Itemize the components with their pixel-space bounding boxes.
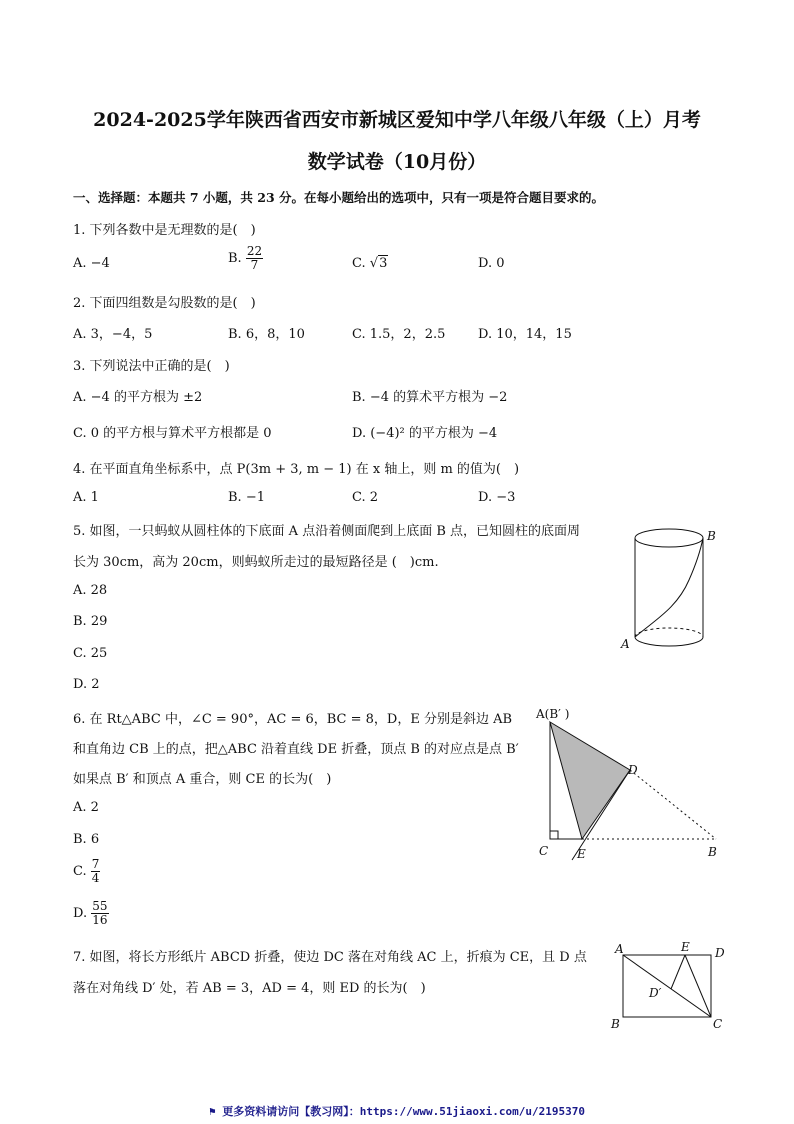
label-D: D [628, 763, 638, 777]
q6-option-a: A. 2 [73, 800, 99, 815]
q2-option-a: A. 3，−4，5 [73, 327, 153, 342]
q5-option-d: D. 2 [73, 677, 100, 692]
label-D-prime: D′ [649, 986, 662, 1000]
q4-option-a: A. 1 [73, 490, 99, 505]
q6-option-c [73, 858, 100, 885]
label-E: E [577, 847, 586, 861]
page-title: 2024-2025学年陕西省西安市新城区爱知中学八年级八年级（上）月考 [93, 109, 701, 131]
ant-path-curve [635, 538, 703, 637]
footer-link[interactable] [0, 1103, 794, 1119]
q4-option-d: D. −3 [478, 490, 516, 505]
right-angle-mark [550, 831, 558, 839]
segment-DB-dotted [630, 770, 716, 839]
sqrt-symbol: √3 [369, 256, 388, 271]
q1-option-a: A. −4 [73, 256, 110, 271]
label-C: C [539, 844, 549, 858]
q4-stem: 4. 在平面直角坐标系中，点 P(3m + 3, m − 1) 在 x 轴上，则 m 的值为( ) [73, 462, 520, 477]
q3-option-b: B. −4 的算术平方根为 −2 [352, 390, 508, 405]
q3-option-a: A. −4 的平方根为 ±2 [73, 390, 203, 405]
label-A: A [621, 637, 630, 651]
q6-d-numerator: 55 [92, 899, 108, 913]
q2-option-d: D. 10，14，15 [478, 327, 572, 342]
q1-option-b-label: B. [228, 251, 242, 266]
flag-icon: ⚑ [209, 1105, 216, 1118]
q1-option-d: D. 0 [478, 256, 505, 271]
label-B: B [707, 529, 716, 543]
q1-option-c [352, 256, 388, 271]
q5-stem-line1: 5. 如图，一只蚂蚁从圆柱体的下底面 A 点沿着侧面爬到上底面 B 点，已知圆柱的底面周 [73, 524, 581, 539]
q1-stem: 1. 下列各数中是无理数的是( ) [73, 223, 256, 238]
q2-stem: 2. 下面四组数是勾股数的是( ) [73, 296, 256, 311]
q1-option-c-label: C. [352, 256, 366, 271]
q2-option-b: B. 6，8，10 [228, 327, 305, 342]
q1-c-radicand: 3 [379, 256, 388, 271]
q3-option-c: C. 0 的平方根与算术平方根都是 0 [73, 426, 272, 441]
page-subtitle: 数学试卷（10月份） [307, 151, 487, 173]
label-A-Bprime: A(B′ ) [536, 707, 570, 721]
rectangle-fold-figure [605, 940, 735, 1032]
q7-stem-line2: 落在对角线 D′ 处，若 AB = 3，AD = 4，则 ED 的长为( ) [73, 981, 426, 996]
q6-d-denominator: 16 [92, 913, 108, 927]
q5-stem-line2: 长为 30cm，高为 20cm，则蚂蚁所走过的最短路径是 ( )cm. [73, 555, 439, 570]
q6-stem-line1: 6. 在 Rt△ABC 中，∠C = 90°，AC = 6，BC = 8，D，E 分别是斜边 AB [73, 712, 513, 727]
section-heading: 一、选择题：本题共 7 小题，共 23 分。在每小题给出的选项中，只有一项是符合题目要求的。 [73, 190, 605, 205]
cylinder-figure [615, 520, 725, 665]
q1-b-denominator: 7 [250, 258, 259, 272]
q7-stem-line1: 7. 如图，将长方形纸片 ABCD 折叠，使边 DC 落在对角线 AC 上，折痕为 CE，且 D 点 [73, 950, 587, 965]
q1-b-numerator: 22 [246, 244, 263, 258]
q6-option-d [73, 900, 109, 927]
cylinder-top-ellipse [635, 529, 703, 547]
label-E: E [681, 940, 690, 954]
label-D: D [715, 946, 725, 960]
q4-option-b: B. −1 [228, 490, 265, 505]
q4-option-c: C. 2 [352, 490, 379, 505]
q3-option-d: D. (−4)² 的平方根为 −4 [352, 426, 498, 441]
q6-c-denominator: 4 [91, 871, 100, 885]
q1-option-b [228, 245, 263, 272]
q6-stem-line3: 如果点 B′ 和顶点 A 重合，则 CE 的长为( ) [73, 772, 332, 787]
q5-option-b: B. 29 [73, 614, 108, 629]
q6-option-b: B. 6 [73, 832, 100, 847]
q2-option-c: C. 1.5，2，2.5 [352, 327, 446, 342]
q3-stem: 3. 下列说法中正确的是( ) [73, 359, 230, 374]
label-B: B [708, 845, 717, 859]
q6-stem-line2: 和直角边 CB 上的点，把△ABC 沿着直线 DE 折叠，顶点 B 的对应点是点 B′ [73, 742, 519, 757]
q6-option-d-label: D. [73, 906, 88, 921]
label-B: B [611, 1017, 620, 1031]
q6-option-c-label: C. [73, 864, 87, 879]
q5-option-a: A. 28 [73, 583, 108, 598]
footer-text: 更多资料请访问【教习网】：https://www.51jiaoxi.com/u/2195370 [222, 1105, 585, 1118]
segment-ED-prime [671, 955, 685, 989]
q5-option-c: C. 25 [73, 646, 108, 661]
label-A: A [615, 942, 624, 956]
folded-region [550, 722, 630, 839]
label-C: C [713, 1017, 723, 1031]
cylinder-bottom-front [635, 637, 703, 646]
triangle-fold-figure [530, 702, 730, 867]
q6-c-numerator: 7 [91, 857, 100, 871]
